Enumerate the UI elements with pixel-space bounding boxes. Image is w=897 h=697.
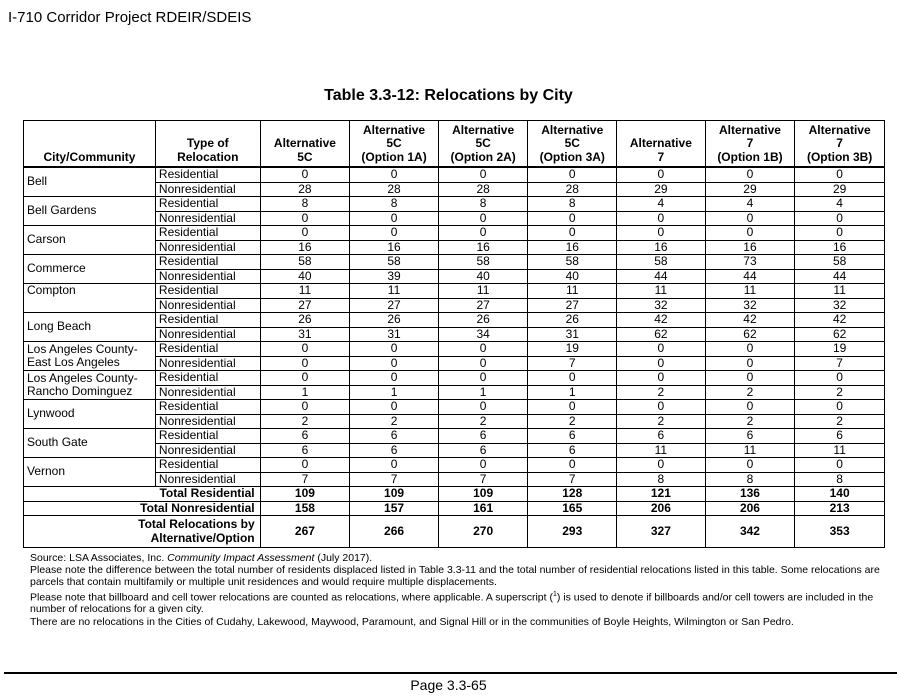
relocation-count: 31 <box>528 327 617 342</box>
relocation-count: 0 <box>260 342 350 357</box>
table-body <box>24 167 885 548</box>
relocation-count: 0 <box>528 226 617 241</box>
total-value: 140 <box>795 487 885 502</box>
table-row <box>24 313 885 328</box>
relocation-count: 26 <box>260 313 350 328</box>
column-header <box>24 121 156 168</box>
column-header-text: Alternative <box>718 122 781 137</box>
total-value: 109 <box>260 487 350 502</box>
relocation-count: 28 <box>528 182 617 197</box>
total-value: 213 <box>795 501 885 516</box>
relocation-count: 8 <box>528 197 617 212</box>
note-billboards-a: Please note that billboard and cell tower relocations are counted as relocations, where applicable. A superscript ( <box>30 591 553 604</box>
total-residential-row <box>24 487 885 502</box>
relocation-count: 0 <box>795 211 885 226</box>
relocation-count: 0 <box>260 226 350 241</box>
city-name <box>24 284 156 313</box>
relocation-count: 4 <box>617 197 706 212</box>
city-name <box>24 400 156 429</box>
column-header-text: 7 <box>746 136 754 150</box>
relocation-count: 0 <box>350 400 439 415</box>
relocation-count: 0 <box>438 400 528 415</box>
relocation-count: 0 <box>438 458 528 473</box>
relocation-count: 19 <box>528 342 617 357</box>
total-label-line: Alternative/Option <box>150 530 255 545</box>
relocation-count: 44 <box>705 269 795 284</box>
relocation-count: 0 <box>350 226 439 241</box>
relocation-count: 0 <box>795 400 885 415</box>
total-value: 267 <box>260 516 350 548</box>
relocation-count: 11 <box>260 284 350 299</box>
relocation-count: 4 <box>705 197 795 212</box>
note-residents-difference: Please note the difference between the total number of residents displaced listed in Table 3.3-11 and the total number of residential relocations listed in this table. Some relocations are parcels that contain multifamily or multiple unit residences and would require multiple displacements. <box>30 564 880 589</box>
total-label-line: Total Relocations by <box>138 517 255 531</box>
relocation-count: 0 <box>617 167 706 182</box>
city-name <box>24 342 156 371</box>
relocation-count: 0 <box>617 371 706 386</box>
relocation-count: 42 <box>705 313 795 328</box>
city-name-line: Bell Gardens <box>27 203 97 218</box>
relocation-count: 2 <box>795 414 885 429</box>
column-header-text: (Option 1A) <box>361 149 427 164</box>
relocation-type: Nonresidential <box>155 182 260 197</box>
column-header-text: Alternative <box>363 122 426 137</box>
relocation-count: 11 <box>617 443 706 458</box>
city-name-line: Rancho Dominguez <box>27 384 133 398</box>
total-value: 206 <box>705 501 795 516</box>
relocation-count: 34 <box>438 327 528 342</box>
relocation-count: 0 <box>617 458 706 473</box>
city-name <box>24 313 156 342</box>
relocation-count: 58 <box>438 255 528 270</box>
relocation-count: 29 <box>705 182 795 197</box>
total-value: 353 <box>795 516 885 548</box>
relocation-count: 42 <box>795 313 885 328</box>
city-name-line: Carson <box>27 232 66 247</box>
relocation-count: 28 <box>260 182 350 197</box>
relocation-count: 7 <box>350 472 439 487</box>
relocation-count: 6 <box>350 429 439 444</box>
relocation-type: Nonresidential <box>155 327 260 342</box>
relocation-count: 8 <box>617 472 706 487</box>
relocation-count: 40 <box>438 269 528 284</box>
relocation-count: 11 <box>528 284 617 299</box>
relocation-count: 0 <box>438 342 528 357</box>
relocation-type: Residential <box>155 342 260 357</box>
relocation-type: Residential <box>155 371 260 386</box>
relocations-table <box>23 120 885 548</box>
relocation-count: 32 <box>617 298 706 313</box>
table-row <box>24 342 885 357</box>
column-header-text: 7 <box>836 136 843 150</box>
relocation-count: 8 <box>350 197 439 212</box>
page-number: Page 3.3-65 <box>410 677 487 693</box>
relocation-type: Nonresidential <box>155 443 260 458</box>
relocation-count: 2 <box>705 385 795 400</box>
column-header-text: Alternative <box>629 136 692 150</box>
relocation-count: 0 <box>260 167 350 182</box>
relocation-count: 0 <box>350 371 439 386</box>
table-row <box>24 429 885 444</box>
total-label: Total Nonresidential <box>24 501 261 516</box>
city-name <box>24 167 156 197</box>
relocation-count: 0 <box>438 226 528 241</box>
relocation-count: 0 <box>350 356 439 371</box>
source-note <box>30 552 885 564</box>
relocation-count: 26 <box>528 313 617 328</box>
column-header-text: Relocation <box>177 149 239 164</box>
table-row <box>24 255 885 270</box>
relocation-count: 0 <box>795 226 885 241</box>
relocation-type: Nonresidential <box>155 385 260 400</box>
relocation-type: Nonresidential <box>155 211 260 226</box>
column-header-text: 5C <box>475 136 491 150</box>
relocation-count: 0 <box>260 356 350 371</box>
relocation-count: 0 <box>438 167 528 182</box>
relocation-type: Nonresidential <box>155 240 260 255</box>
source-prefix: Source: LSA Associates, Inc. <box>30 552 168 564</box>
city-name-line: Los Angeles County- <box>27 341 138 356</box>
column-header-text: Alternative <box>808 122 871 137</box>
relocation-count: 58 <box>617 255 706 270</box>
city-name-line: Vernon <box>27 464 66 479</box>
total-value: 157 <box>350 501 439 516</box>
city-name-line: Commerce <box>27 261 86 276</box>
relocation-count: 62 <box>705 327 795 342</box>
source-suffix: (July 2017). <box>314 552 373 564</box>
city-name-line: Lynwood <box>27 406 75 421</box>
relocation-count: 73 <box>705 255 795 270</box>
relocation-count: 40 <box>528 269 617 284</box>
relocation-count: 11 <box>350 284 439 299</box>
relocation-count: 0 <box>795 458 885 473</box>
relocation-count: 58 <box>260 255 350 270</box>
relocation-count: 6 <box>705 429 795 444</box>
note-billboards <box>30 589 885 616</box>
relocation-count: 0 <box>528 211 617 226</box>
relocation-count: 0 <box>617 342 706 357</box>
column-header <box>617 121 706 168</box>
column-header-text: (Option 1B) <box>717 149 783 164</box>
relocation-count: 29 <box>795 182 885 197</box>
column-header-text: Alternative <box>452 122 515 137</box>
relocation-count: 0 <box>260 211 350 226</box>
total-value: 158 <box>260 501 350 516</box>
relocation-count: 42 <box>617 313 706 328</box>
relocation-count: 6 <box>795 429 885 444</box>
total-label: Total Residential <box>24 487 261 502</box>
relocation-count: 7 <box>260 472 350 487</box>
relocation-count: 0 <box>705 458 795 473</box>
relocation-count: 11 <box>795 443 885 458</box>
table-row <box>24 458 885 473</box>
column-header <box>795 121 885 168</box>
table-notes <box>30 552 885 628</box>
relocation-count: 1 <box>350 385 439 400</box>
footer-rule <box>4 672 897 674</box>
relocation-count: 0 <box>617 356 706 371</box>
relocation-count: 6 <box>528 429 617 444</box>
relocation-type: Nonresidential <box>155 298 260 313</box>
city-name <box>24 197 156 226</box>
total-value: 206 <box>617 501 706 516</box>
total-nonresidential-row <box>24 501 885 516</box>
relocation-count: 27 <box>350 298 439 313</box>
relocation-count: 0 <box>705 342 795 357</box>
relocation-count: 31 <box>260 327 350 342</box>
relocation-count: 7 <box>528 472 617 487</box>
column-header-text: Alternative <box>273 136 336 150</box>
city-name-line: South Gate <box>27 435 88 450</box>
total-value: 109 <box>350 487 439 502</box>
relocation-count: 0 <box>528 458 617 473</box>
relocation-type: Residential <box>155 458 260 473</box>
relocation-count: 7 <box>528 356 617 371</box>
relocation-count: 2 <box>528 414 617 429</box>
relocation-count: 16 <box>260 240 350 255</box>
relocation-count: 2 <box>617 385 706 400</box>
relocation-count: 0 <box>705 400 795 415</box>
city-name <box>24 458 156 487</box>
column-header <box>438 121 528 168</box>
relocation-count: 7 <box>438 472 528 487</box>
relocation-count: 0 <box>705 371 795 386</box>
note-no-relocations: There are no relocations in the Cities of Cudahy, Lakewood, Maywood, Paramount, and Signal Hill or in the communities of Boyle Heights, Wilmington or San Pedro. <box>30 615 794 628</box>
relocation-count: 11 <box>705 443 795 458</box>
note-billboards-b: ) is used to denote if billboards and/or cell towers are included in the number of relocations for a given city. <box>30 591 874 616</box>
city-name-line: Compton <box>27 283 76 297</box>
source-title: Community Impact Assessment <box>167 552 315 564</box>
relocation-count: 0 <box>438 356 528 371</box>
relocation-count: 32 <box>795 298 885 313</box>
relocation-count: 4 <box>795 197 885 212</box>
total-value: 161 <box>438 501 528 516</box>
table-row <box>24 284 885 299</box>
relocation-count: 8 <box>705 472 795 487</box>
relocation-count: 0 <box>350 458 439 473</box>
table-row <box>24 226 885 241</box>
relocation-count: 19 <box>795 342 885 357</box>
relocation-count: 11 <box>705 284 795 299</box>
relocation-type: Residential <box>155 400 260 415</box>
relocation-count: 26 <box>438 313 528 328</box>
relocation-count: 6 <box>617 429 706 444</box>
relocation-count: 58 <box>528 255 617 270</box>
relocation-count: 6 <box>528 443 617 458</box>
city-name-line: Bell <box>27 174 48 189</box>
column-header <box>350 121 439 168</box>
relocation-count: 1 <box>528 385 617 400</box>
relocation-count: 39 <box>350 269 439 284</box>
relocation-count: 0 <box>528 371 617 386</box>
city-name <box>24 371 156 400</box>
column-header-text: (Option 2A) <box>450 149 516 164</box>
relocation-count: 0 <box>350 211 439 226</box>
relocation-count: 7 <box>795 356 885 371</box>
total-value: 342 <box>705 516 795 548</box>
city-name-line: Long Beach <box>27 319 92 334</box>
city-name <box>24 255 156 284</box>
column-header-text: Alternative <box>541 122 604 137</box>
relocation-count: 28 <box>438 182 528 197</box>
relocation-count: 8 <box>438 197 528 212</box>
relocation-count: 6 <box>438 443 528 458</box>
relocation-type: Residential <box>155 226 260 241</box>
relocation-count: 8 <box>795 472 885 487</box>
relocation-type: Residential <box>155 313 260 328</box>
relocation-count: 0 <box>617 211 706 226</box>
relocation-count: 0 <box>617 226 706 241</box>
relocation-count: 2 <box>350 414 439 429</box>
column-header-text: 5C <box>297 149 313 164</box>
relocation-count: 0 <box>705 226 795 241</box>
relocation-count: 0 <box>795 371 885 386</box>
column-header-text: Type of <box>186 136 229 150</box>
relocation-count: 11 <box>617 284 706 299</box>
total-value: 109 <box>438 487 528 502</box>
relocation-count: 44 <box>795 269 885 284</box>
relocation-count: 16 <box>438 240 528 255</box>
total-value: 165 <box>528 501 617 516</box>
relocation-count: 6 <box>260 443 350 458</box>
relocation-count: 8 <box>260 197 350 212</box>
relocation-count: 0 <box>617 400 706 415</box>
relocation-count: 0 <box>350 342 439 357</box>
relocation-count: 62 <box>617 327 706 342</box>
relocation-count: 0 <box>705 211 795 226</box>
column-header-text: 5C <box>386 136 402 150</box>
relocation-type: Residential <box>155 284 260 299</box>
relocation-count: 40 <box>260 269 350 284</box>
column-header <box>705 121 795 168</box>
relocation-type: Residential <box>155 167 260 182</box>
relocation-count: 0 <box>795 167 885 182</box>
total-value: 136 <box>705 487 795 502</box>
relocation-count: 0 <box>705 167 795 182</box>
column-header-text: (Option 3B) <box>806 149 873 164</box>
document-header: I-710 Corridor Project RDEIR/SDEIS <box>8 9 252 26</box>
relocation-count: 0 <box>528 167 617 182</box>
note-superscript: 1 <box>552 590 557 598</box>
relocation-count: 6 <box>260 429 350 444</box>
relocation-count: 29 <box>617 182 706 197</box>
relocation-count: 0 <box>705 356 795 371</box>
relocation-count: 0 <box>260 400 350 415</box>
relocation-count: 0 <box>350 167 439 182</box>
relocation-count: 16 <box>795 240 885 255</box>
relocation-count: 11 <box>795 284 885 299</box>
relocation-count: 58 <box>350 255 439 270</box>
total-value: 327 <box>617 516 706 548</box>
relocation-type: Residential <box>155 255 260 270</box>
relocation-count: 0 <box>438 371 528 386</box>
table-header-row <box>24 121 885 168</box>
total-value: 128 <box>528 487 617 502</box>
relocation-type: Nonresidential <box>155 356 260 371</box>
table-row <box>24 371 885 386</box>
relocation-count: 26 <box>350 313 439 328</box>
table-title: Table 3.3-12: Relocations by City <box>324 87 573 104</box>
total-value: 266 <box>350 516 439 548</box>
column-header-text: (Option 3A) <box>539 149 605 164</box>
table-row <box>24 167 885 182</box>
relocation-count: 16 <box>528 240 617 255</box>
relocation-type: Nonresidential <box>155 269 260 284</box>
relocation-count: 2 <box>260 414 350 429</box>
relocation-count: 16 <box>350 240 439 255</box>
relocation-count: 27 <box>528 298 617 313</box>
relocation-count: 1 <box>438 385 528 400</box>
table-row <box>24 197 885 212</box>
relocation-count: 6 <box>438 429 528 444</box>
relocation-type: Nonresidential <box>155 472 260 487</box>
relocation-count: 0 <box>260 371 350 386</box>
relocation-count: 16 <box>617 240 706 255</box>
total-label <box>24 516 261 548</box>
relocation-count: 11 <box>438 284 528 299</box>
relocation-count: 32 <box>705 298 795 313</box>
relocation-type: Residential <box>155 197 260 212</box>
column-header <box>260 121 350 168</box>
relocation-count: 1 <box>260 385 350 400</box>
city-name-line: East Los Angeles <box>27 355 120 369</box>
table-row <box>24 400 885 415</box>
relocation-count: 58 <box>795 255 885 270</box>
city-name-line: Los Angeles County- <box>27 370 138 385</box>
column-header-text: 5C <box>564 136 580 150</box>
relocation-count: 0 <box>528 400 617 415</box>
relocation-count: 2 <box>795 385 885 400</box>
relocation-count: 44 <box>617 269 706 284</box>
city-name <box>24 429 156 458</box>
relocation-type: Residential <box>155 429 260 444</box>
relocation-count: 27 <box>260 298 350 313</box>
relocation-count: 27 <box>438 298 528 313</box>
relocation-count: 2 <box>617 414 706 429</box>
city-name <box>24 226 156 255</box>
total-value: 270 <box>438 516 528 548</box>
relocation-count: 28 <box>350 182 439 197</box>
relocation-count: 62 <box>795 327 885 342</box>
total-value: 121 <box>617 487 706 502</box>
relocation-count: 2 <box>705 414 795 429</box>
total-value: 293 <box>528 516 617 548</box>
relocation-count: 16 <box>705 240 795 255</box>
column-header-text: 7 <box>657 149 665 164</box>
column-header-text: City/Community <box>43 149 136 164</box>
relocation-count: 6 <box>350 443 439 458</box>
relocation-count: 2 <box>438 414 528 429</box>
relocation-count: 31 <box>350 327 439 342</box>
column-header <box>528 121 617 168</box>
relocation-type: Nonresidential <box>155 414 260 429</box>
relocation-count: 0 <box>438 211 528 226</box>
column-header <box>155 121 260 168</box>
relocation-count: 0 <box>260 458 350 473</box>
total-relocations-row <box>24 516 885 548</box>
